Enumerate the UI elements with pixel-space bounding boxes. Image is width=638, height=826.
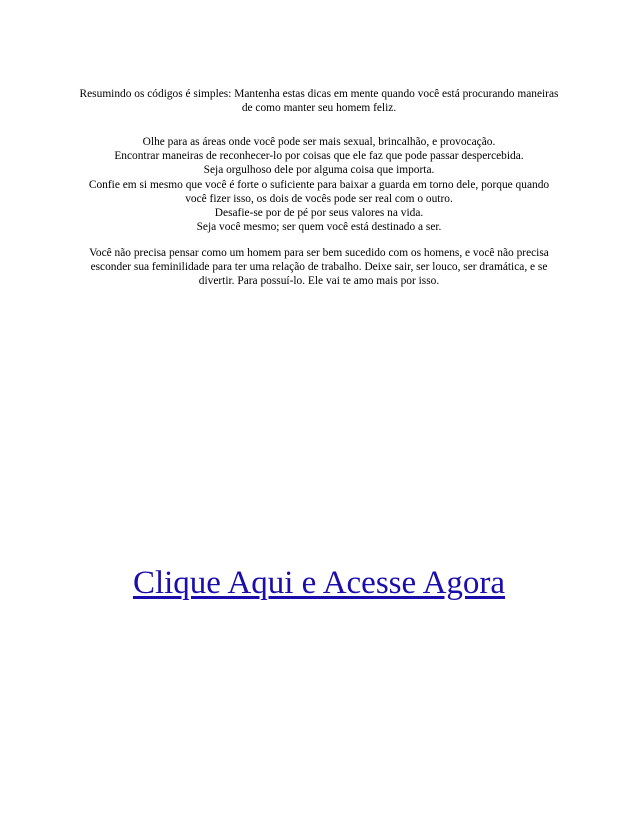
- intro-line: Resumindo os códigos é simples: Mantenha estas dicas em mente quando você está procurando maneiras: [79, 88, 559, 100]
- cta-link[interactable]: Clique Aqui e Acesse Agora: [132, 565, 506, 601]
- tip-line: você fizer isso, os dois de vocês pode ser real com o outro.: [185, 192, 453, 205]
- tip-line: Encontrar maneiras de reconhecer-lo por coisas que ele faz que pode passar despercebida.: [114, 150, 524, 163]
- closing-line: esconder sua feminilidade para ter uma relação de trabalho. Deixe sair, ser louco, ser dramática, e se: [90, 261, 548, 274]
- tip-line: Desafie-se por de pé por seus valores na vida.: [214, 207, 424, 220]
- closing-line: divertir. Para possuí-lo. Ele vai te amo mais por isso.: [198, 275, 440, 288]
- closing-paragraph: [40, 246, 598, 289]
- intro-line: de como manter seu homem feliz.: [241, 102, 397, 115]
- closing-line: Você não precisa pensar como um homem para ser bem sucedido com os homens, e você não precisa: [89, 247, 549, 259]
- tip-line: Confie em si mesmo que você é forte o suficiente para baixar a guarda em torno dele, porque quando: [88, 178, 550, 191]
- tips-list: [40, 135, 598, 234]
- tip-line: Seja você mesmo; ser quem você está destinado a ser.: [196, 221, 442, 234]
- tip-line: Seja orgulhoso dele por alguma coisa que importa.: [203, 164, 435, 177]
- tip-line: Olhe para as áreas onde você pode ser mais sexual, brincalhão, e provocação.: [142, 136, 496, 148]
- intro-paragraph: [40, 87, 598, 115]
